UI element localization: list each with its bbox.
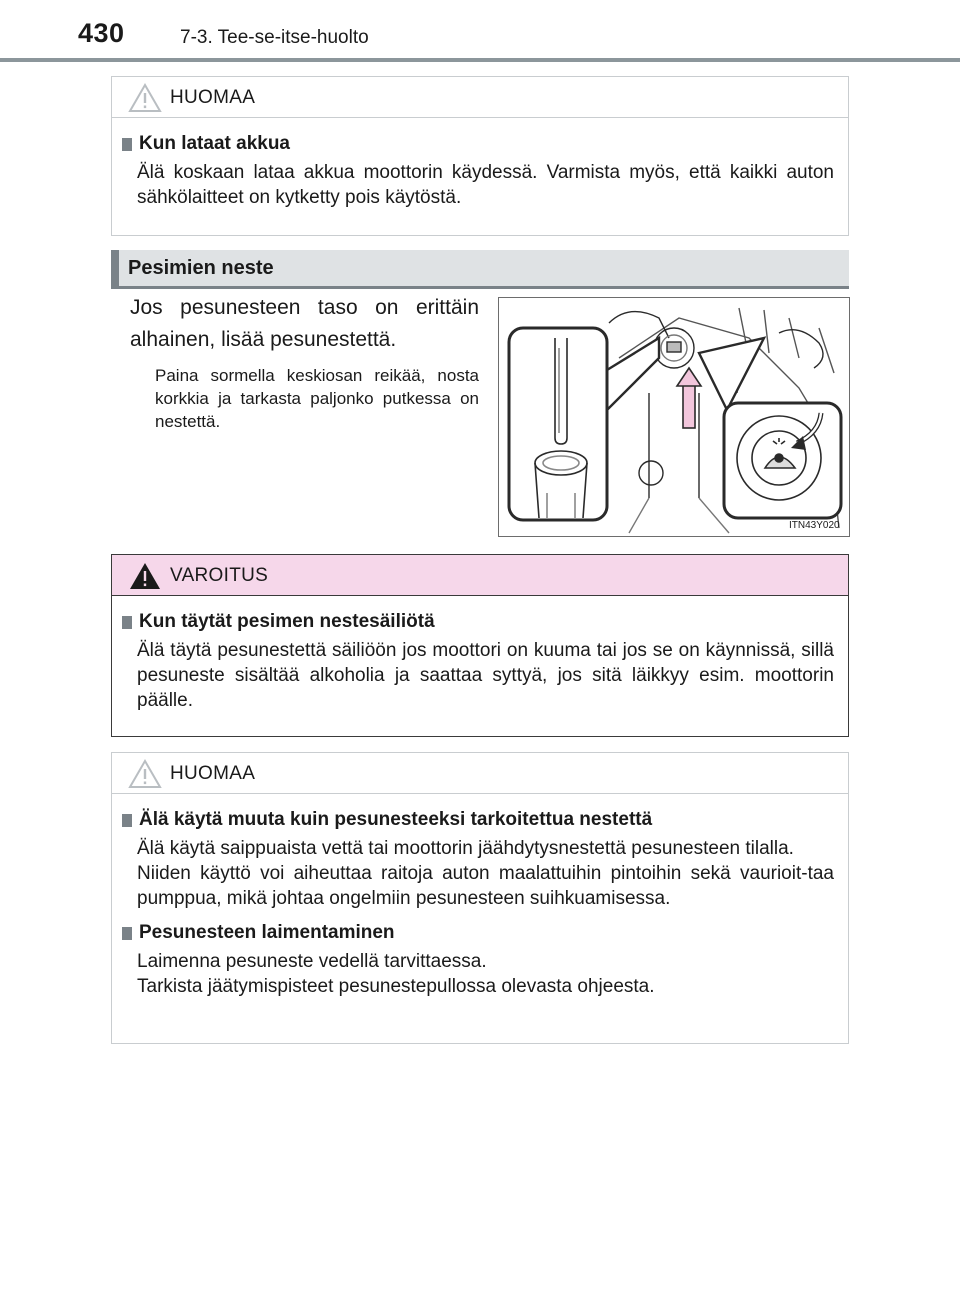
notice-item-text: Laimenna pesuneste vedellä tarvittaessa. — [137, 951, 487, 972]
washer-cap-diagram — [499, 298, 849, 536]
header-rule — [0, 58, 960, 62]
notice-box-battery — [111, 76, 849, 236]
notice-item-title: Kun lataat akkua — [139, 133, 290, 154]
section-title: 7-3. Tee-se-itse-huolto — [180, 27, 369, 48]
section-band — [111, 250, 849, 289]
notice-header — [112, 77, 848, 118]
washer-fluid-illustration — [498, 297, 850, 537]
notice-item-title: Älä käytä muuta kuin pesunesteeksi tarkoitettua nestettä — [139, 809, 653, 830]
lead-paragraph: Jos pesunesteen taso on erittäin alhainen, lisää pesunestettä. — [130, 296, 479, 351]
sub-paragraph: Paina sormella keskiosan reikää, nosta korkkia ja tarkasta paljonko putkessa on nestettä. — [155, 366, 479, 431]
figure-code: ITN43Y020 — [789, 520, 840, 531]
square-bullet-icon — [122, 138, 132, 151]
lift-arrow-icon — [677, 368, 701, 428]
warning-header — [112, 555, 848, 596]
square-bullet-icon — [122, 616, 132, 629]
notice-item-text: Tarkista jäätymispisteet pesunestepullossa olevasta ohjeesta. — [137, 976, 655, 997]
square-bullet-icon — [122, 814, 132, 827]
notice-box-fluid — [111, 752, 849, 1044]
warning-box — [111, 554, 849, 737]
notice-item-title: Pesunesteen laimentaminen — [139, 922, 395, 943]
warning-label: VAROITUS — [170, 565, 269, 586]
notice-header — [112, 753, 848, 794]
warning-triangle-icon — [128, 561, 162, 591]
notice-item — [122, 808, 834, 911]
square-bullet-icon — [122, 927, 132, 940]
notice-item — [122, 921, 834, 999]
warning-item-text: Älä täytä pesunestettä säiliöön jos moottori on kuuma tai jos se on käynnissä, sillä pesuneste sisältää alkoholia ja saattaa syttyä, jos sitä läikkyy esim. moottorin päälle. — [137, 640, 834, 711]
warning-item-title: Kun täytät pesimen nestesäiliötä — [139, 611, 435, 632]
notice-item — [122, 132, 834, 210]
notice-label: HUOMAA — [170, 763, 256, 784]
notice-label: HUOMAA — [170, 87, 256, 108]
section-band-title: Pesimien neste — [128, 257, 274, 279]
notice-item-text: Älä koskaan lataa akkua moottorin käydessä. Varmista myös, että kaikki auton sähkölaitteet on kytketty pois käytöstä. — [137, 162, 834, 208]
page-number: 430 — [78, 18, 125, 48]
caution-triangle-icon — [128, 759, 162, 789]
caution-triangle-icon — [128, 83, 162, 113]
band-accent — [111, 250, 119, 286]
notice-item-text: Niiden käyttö voi aiheuttaa raitoja auton maalattuihin pintoihin sekä vaurioit-taa pumppua, mikä johtaa ongelmiin pesunesteen suihkuamisessa. — [137, 863, 834, 909]
notice-item-text: Älä käytä saippuaista vettä tai moottorin jäähdytysnestettä pesunesteen tilalla. — [137, 838, 794, 859]
warning-item — [122, 610, 834, 713]
page-header — [0, 0, 960, 62]
